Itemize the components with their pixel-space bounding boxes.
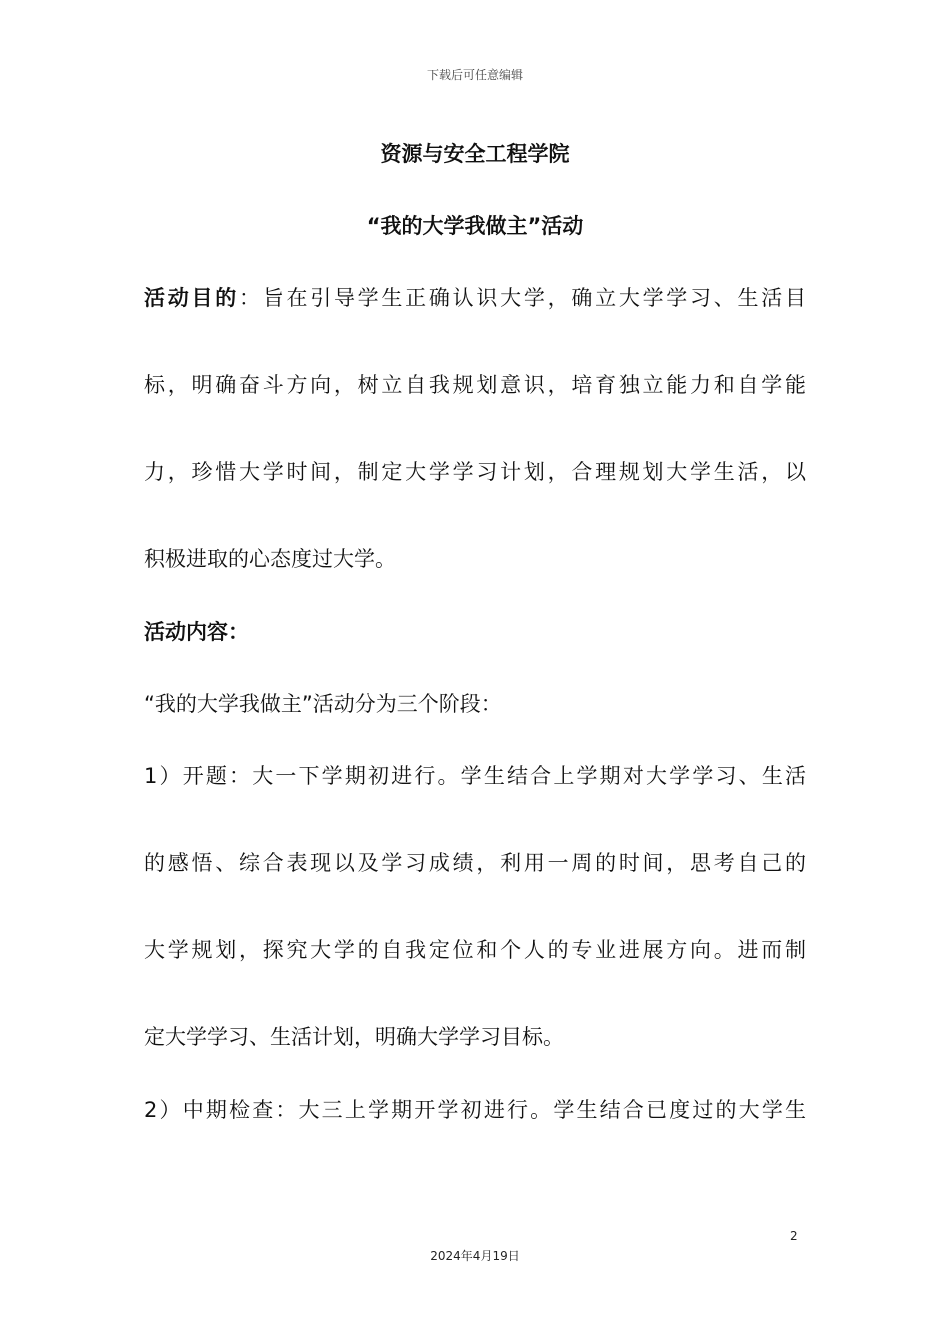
- purpose-line: 力，珍惜大学时间，制定大学学习计划，合理规划大学生活，以: [144, 460, 806, 484]
- stage1-line: 大学规划，探究大学的自我定位和个人的专业进展方向。进而制: [144, 938, 806, 962]
- stage1-line: 的感悟、综合表现以及学习成绩，利用一周的时间，思考自己的: [144, 851, 806, 875]
- purpose-line: 标，明确奋斗方向，树立自我规划意识，培育独立能力和自学能: [144, 373, 806, 397]
- stage1-line: 定大学学习、生活计划，明确大学学习目标。: [144, 1025, 564, 1049]
- stages-intro: “我的大学我做主”活动分为三个阶段：: [144, 692, 502, 716]
- stage1-line: 1）开题：大一下学期初进行。学生结合上学期对大学学习、生活: [144, 764, 806, 788]
- purpose-line: 积极进取的心态度过大学。: [144, 547, 396, 571]
- purpose-separator: ：: [238, 286, 263, 310]
- content-heading: 活动内容：: [144, 620, 249, 644]
- stage2-line: 2）中期检查：大三上学期开学初进行。学生结合已度过的大学生: [144, 1098, 806, 1122]
- page-number: 2: [790, 1229, 798, 1243]
- document-title: 资源与安全工程学院: [380, 142, 570, 166]
- purpose-text: 旨在引导学生正确认识大学，确立大学学习、生活目: [262, 286, 806, 310]
- purpose-label: 活动目的: [144, 286, 239, 310]
- document-subtitle: “我的大学我做主”活动: [366, 214, 584, 238]
- header-note: 下载后可任意编辑: [426, 68, 523, 82]
- purpose-line: [144, 282, 806, 312]
- footer-date: 2024年4月19日: [430, 1249, 520, 1263]
